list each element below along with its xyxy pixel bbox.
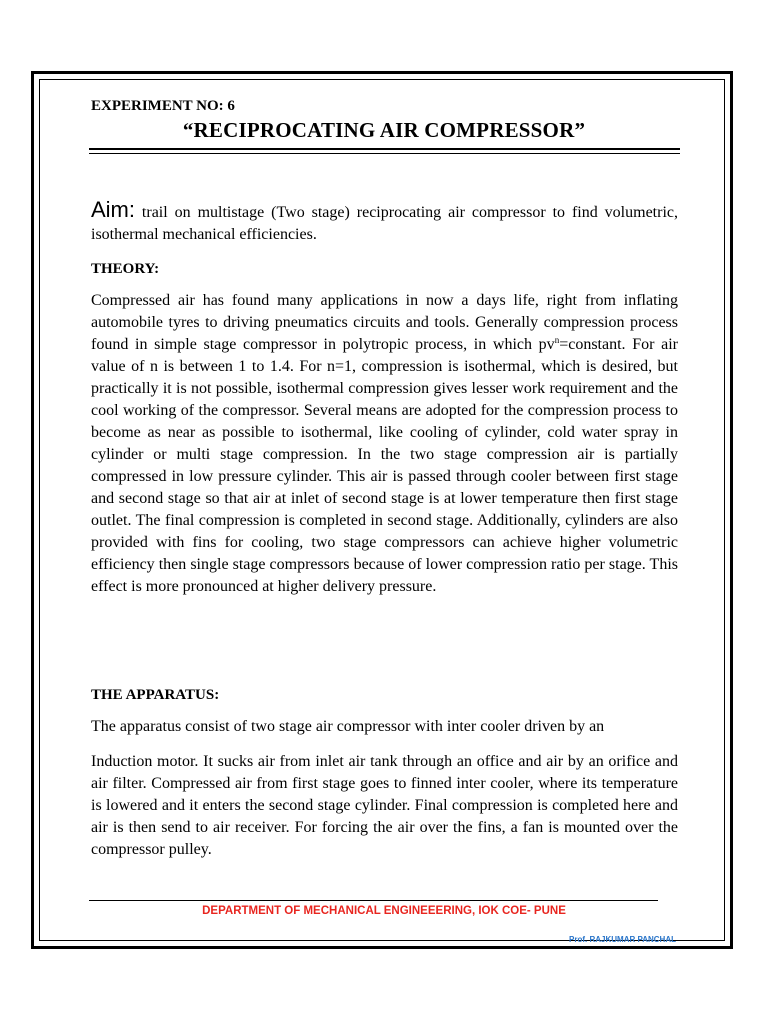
- department-footer: DEPARTMENT OF MECHANICAL ENGINEEERING, IOK COE- PUNE: [202, 905, 566, 917]
- author-footer: Prof. RAJKUMAR PANCHAL: [569, 935, 676, 944]
- apparatus-heading: THE APPARATUS:: [91, 687, 220, 703]
- experiment-number: EXPERIMENT NO: 6: [91, 98, 235, 114]
- aim-label: Aim:: [91, 197, 135, 222]
- aim-text: trail on multistage (Two stage) reciprocating air compressor to find volumetric, isothermal mechanical efficiencies.: [91, 204, 678, 243]
- title-rule-thick: [89, 148, 680, 150]
- theory-paragraph: [91, 290, 678, 598]
- theory-text-part2: =constant. For air value of n is between 1 to 1.4. For n=1, compression is isothermal, which is desired, but practically it is not possible, isothermal compression gives lesser work requirement and the cool working of the compressor. Several means are adopted for the compression process to become as near as possible to isothermal, like cooling of cylinder, cold water spray in cylinder or multi stage compression. In the two stage compression air is partially compressed in low pressure cylinder. This air is passed through cooler between first stage and second stage so that air at inlet of second stage is at lower temperature then first stage outlet. The final compression is completed in second stage. Additionally, cylinders are also provided with fins for cooling, two stage compressors can achieve higher volumetric efficiency then single stage compressors because of lower compression ratio per stage. This effect is more pronounced at higher delivery pressure.: [91, 336, 679, 595]
- footer-rule: [89, 900, 658, 901]
- page-title: “RECIPROCATING AIR COMPRESSOR”: [182, 118, 586, 142]
- apparatus-paragraph: Induction motor. It sucks air from inlet air tank through an office and air by an orifice and air filter. Compressed air from first stage goes to finned inter cooler, where its temperature is lowered and it enters the second stage cylinder. Final compression is completed here and air is then send to air receiver. For forcing the air over the fins, a fan is mounted over the compressor pulley.: [91, 753, 678, 858]
- theory-text-part1: Compressed air has found many applications in now a days life, right from inflating automobile tyres to driving pneumatics circuits and tools. Generally compression process found in simple stage compressor in polytropic process, in which pv: [91, 292, 678, 353]
- theory-superscript: n: [554, 335, 560, 345]
- title-rule-thin: [89, 153, 680, 154]
- theory-heading: THEORY:: [91, 261, 160, 277]
- aim-paragraph: [91, 199, 678, 246]
- apparatus-line: The apparatus consist of two stage air compressor with inter cooler driven by an: [91, 718, 605, 735]
